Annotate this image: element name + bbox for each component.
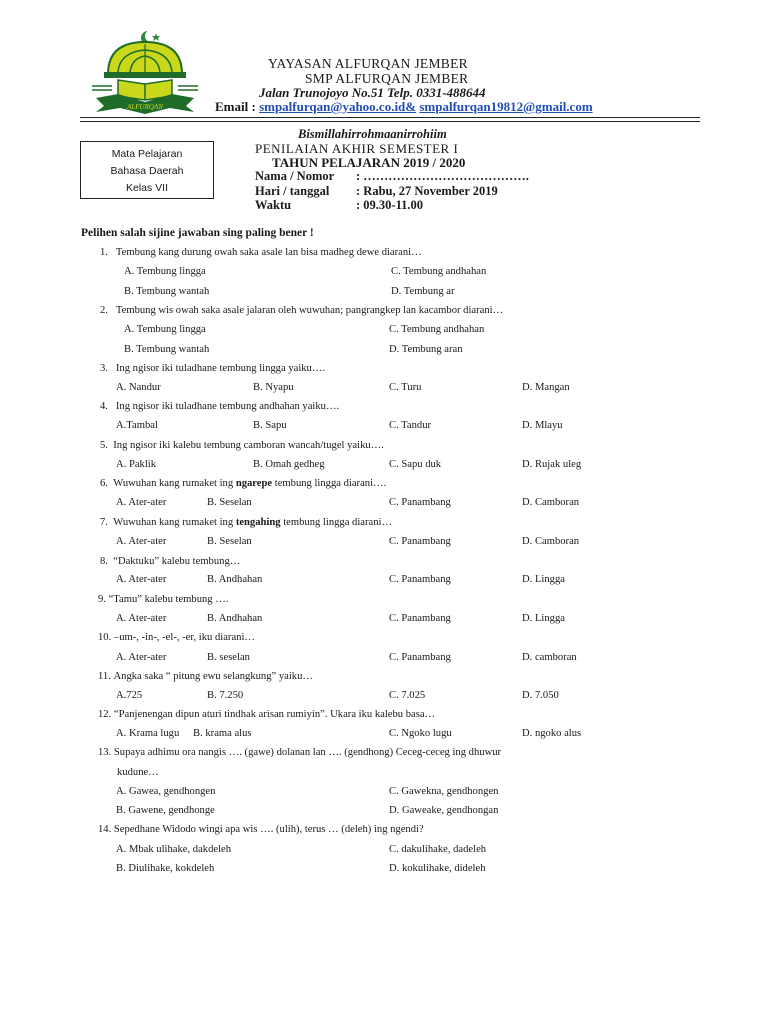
option-3c[interactable]: C. Turu <box>389 382 422 393</box>
question-7: 7. Wuwuhan kang rumaket ing tengahing tembung lingga diarani… <box>100 517 393 528</box>
school-address: Jalan Trunojoyo No.51 Telp. 0331-488644 <box>259 85 486 100</box>
option-2a[interactable]: A. Tembung lingga <box>124 324 206 335</box>
school-logo <box>90 28 200 118</box>
option-8c[interactable]: C. Panambang <box>389 574 451 585</box>
emphasis-word: ngarepe <box>235 478 273 489</box>
question-9: 9. “Tamu” kalebu tembung …. <box>98 594 229 605</box>
academic-year: TAHUN PELAJARAN 2019 / 2020 <box>272 155 466 170</box>
date-value: : Rabu, 27 November 2019 <box>356 184 498 198</box>
option-6b[interactable]: B. Seselan <box>207 497 252 508</box>
option-1a[interactable]: A. Tembung lingga <box>124 266 206 277</box>
question-2: 2. Tembung wis owah saka asale jalaran oleh wuwuhan; pangrangkep lan kacambor diarani… <box>100 305 504 316</box>
instruction: Pelihen salah sijine jawaban sing paling bener ! <box>81 227 314 239</box>
question-8: 8. “Daktuku” kalebu tembung… <box>100 556 241 567</box>
option-13d[interactable]: D. Gaweake, gendhongan <box>389 805 499 816</box>
option-12d[interactable]: D. ngoko alus <box>522 728 582 739</box>
option-5a[interactable]: A. Paklik <box>116 459 157 470</box>
email-label: Email : <box>215 99 256 114</box>
option-7b[interactable]: B. Seselan <box>207 536 252 547</box>
option-10d[interactable]: D. camboran <box>522 652 577 663</box>
header-divider-thin <box>80 121 700 122</box>
logo-text: ALFURQAN <box>127 103 163 111</box>
question-13: 13. Supaya adhimu ora nangis …. (gawe) dolanan lan …. (gendhong) Ceceg-ceceg ing dhuwur <box>98 747 502 758</box>
option-11d[interactable]: D. 7.050 <box>522 690 559 701</box>
emphasis-word: tengahing <box>235 517 281 528</box>
option-10c[interactable]: C. Panambang <box>389 652 451 663</box>
bismillah: Bismillahirrohmaanirrohiim <box>298 127 447 141</box>
question-14: 14. Sepedhane Widodo wingi apa wis …. (ulih), terus … (deleh) ing ngendi? <box>98 824 424 835</box>
option-4a[interactable]: A.Tambal <box>116 420 158 431</box>
option-9c[interactable]: C. Panambang <box>389 613 451 624</box>
option-10b[interactable]: B. seselan <box>207 652 250 663</box>
option-6c[interactable]: C. Panambang <box>389 497 451 508</box>
option-3b[interactable]: B. Nyapu <box>253 382 294 393</box>
option-11c[interactable]: C. 7.025 <box>389 690 426 701</box>
foundation-name: YAYASAN ALFURQAN JEMBER <box>268 56 468 71</box>
option-3a[interactable]: A. Nandur <box>116 382 161 393</box>
name-label: Nama / Nomor <box>255 169 335 183</box>
name-field: : …………………………………. <box>356 169 529 183</box>
option-9d[interactable]: D. Lingga <box>522 613 565 624</box>
option-11a[interactable]: A.725 <box>116 690 143 701</box>
option-7a[interactable]: A. Ater-ater <box>116 536 167 547</box>
option-11b[interactable]: B. 7.250 <box>207 690 244 701</box>
question-5: 5. Ing ngisor iki kalebu tembung camboran wancah/tugel yaiku…. <box>100 440 384 451</box>
option-4b[interactable]: B. Sapu <box>253 420 287 431</box>
option-7c[interactable]: C. Panambang <box>389 536 451 547</box>
option-5b[interactable]: B. Omah gedheg <box>253 459 325 470</box>
option-7d[interactable]: D. Camboran <box>522 536 580 547</box>
question-4: 4. Ing ngisor iki tuladhane tembung andhahan yaiku…. <box>100 401 340 412</box>
option-12a[interactable]: A. Krama lugu <box>116 728 180 739</box>
subject-label: Mata Pelajaran <box>111 148 183 160</box>
time-label: Waktu <box>255 198 292 212</box>
option-8a[interactable]: A. Ater-ater <box>116 574 167 585</box>
email-link-yahoo[interactable]: smpalfurqan@yahoo.co.id& <box>259 99 417 114</box>
option-9b[interactable]: B. Andhahan <box>207 613 263 624</box>
option-5c[interactable]: C. Sapu duk <box>389 459 442 470</box>
option-10a[interactable]: A. Ater-ater <box>116 652 167 663</box>
date-label: Hari / tanggal <box>255 184 330 198</box>
question-10: 10. –um-, -in-, -el-, -er, iku diarani… <box>98 632 255 643</box>
option-13c[interactable]: C. Gawekna, gendhongen <box>389 786 499 797</box>
option-14b[interactable]: B. Diulihake, kokdeleh <box>116 863 215 874</box>
exam-title: PENILAIAN AKHIR SEMESTER I <box>255 141 459 156</box>
email-link-gmail[interactable]: smpalfurqan19812@gmail.com <box>419 99 593 114</box>
question-11: 11. Angka saka “ pitung ewu selangkung” yaiku… <box>98 671 313 682</box>
option-14a[interactable]: A. Mbak ulihake, dakdeleh <box>116 844 232 855</box>
option-1c[interactable]: C. Tembung andhahan <box>391 266 487 277</box>
option-13a[interactable]: A. Gawea, gendhongen <box>116 786 216 797</box>
option-6d[interactable]: D. Camboran <box>522 497 580 508</box>
option-12b[interactable]: B. krama alus <box>193 728 252 739</box>
option-1b[interactable]: B. Tembung wantah <box>124 286 210 297</box>
option-13b[interactable]: B. Gawene, gendhonge <box>116 805 215 816</box>
subject-name: Bahasa Daerah <box>110 165 184 177</box>
question-6: 6. Wuwuhan kang rumaket ing ngarepe tembung lingga diarani…. <box>100 478 387 489</box>
option-9a[interactable]: A. Ater-ater <box>116 613 167 624</box>
question-1: 1. Tembung kang durung owah saka asale lan bisa madheg dewe diarani… <box>100 247 422 258</box>
option-6a[interactable]: A. Ater-ater <box>116 497 167 508</box>
school-name: SMP ALFURQAN JEMBER <box>305 71 469 86</box>
email-line <box>215 99 768 115</box>
option-2d[interactable]: D. Tembung aran <box>389 344 463 355</box>
class-level: Kelas VII <box>125 182 169 194</box>
subject-box <box>80 141 214 199</box>
question-13-cont: kudune… <box>117 767 159 778</box>
option-14d[interactable]: D. kokulihake, dideleh <box>389 863 486 874</box>
question-12: 12. “Panjenengan dipun aturi tindhak arisan rumiyin”. Ukara iku kalebu basa… <box>98 709 436 720</box>
option-8b[interactable]: B. Andhahan <box>207 574 263 585</box>
option-5d[interactable]: D. Rujak uleg <box>522 459 582 470</box>
option-2c[interactable]: C. Tembung andhahan <box>389 324 485 335</box>
time-value: : 09.30-11.00 <box>356 198 424 212</box>
question-3: 3. Ing ngisor iki tuladhane tembung lingga yaiku…. <box>100 363 326 374</box>
option-4c[interactable]: C. Tandur <box>389 420 432 431</box>
option-14c[interactable]: C. dakulihake, dadeleh <box>389 844 487 855</box>
option-2b[interactable]: B. Tembung wantah <box>124 344 210 355</box>
header-divider <box>80 117 700 118</box>
option-12c[interactable]: C. Ngoko lugu <box>389 728 452 739</box>
option-8d[interactable]: D. Lingga <box>522 574 565 585</box>
option-4d[interactable]: D. Mlayu <box>522 420 563 431</box>
option-3d[interactable]: D. Mangan <box>522 382 570 393</box>
option-1d[interactable]: D. Tembung ar <box>391 286 455 297</box>
